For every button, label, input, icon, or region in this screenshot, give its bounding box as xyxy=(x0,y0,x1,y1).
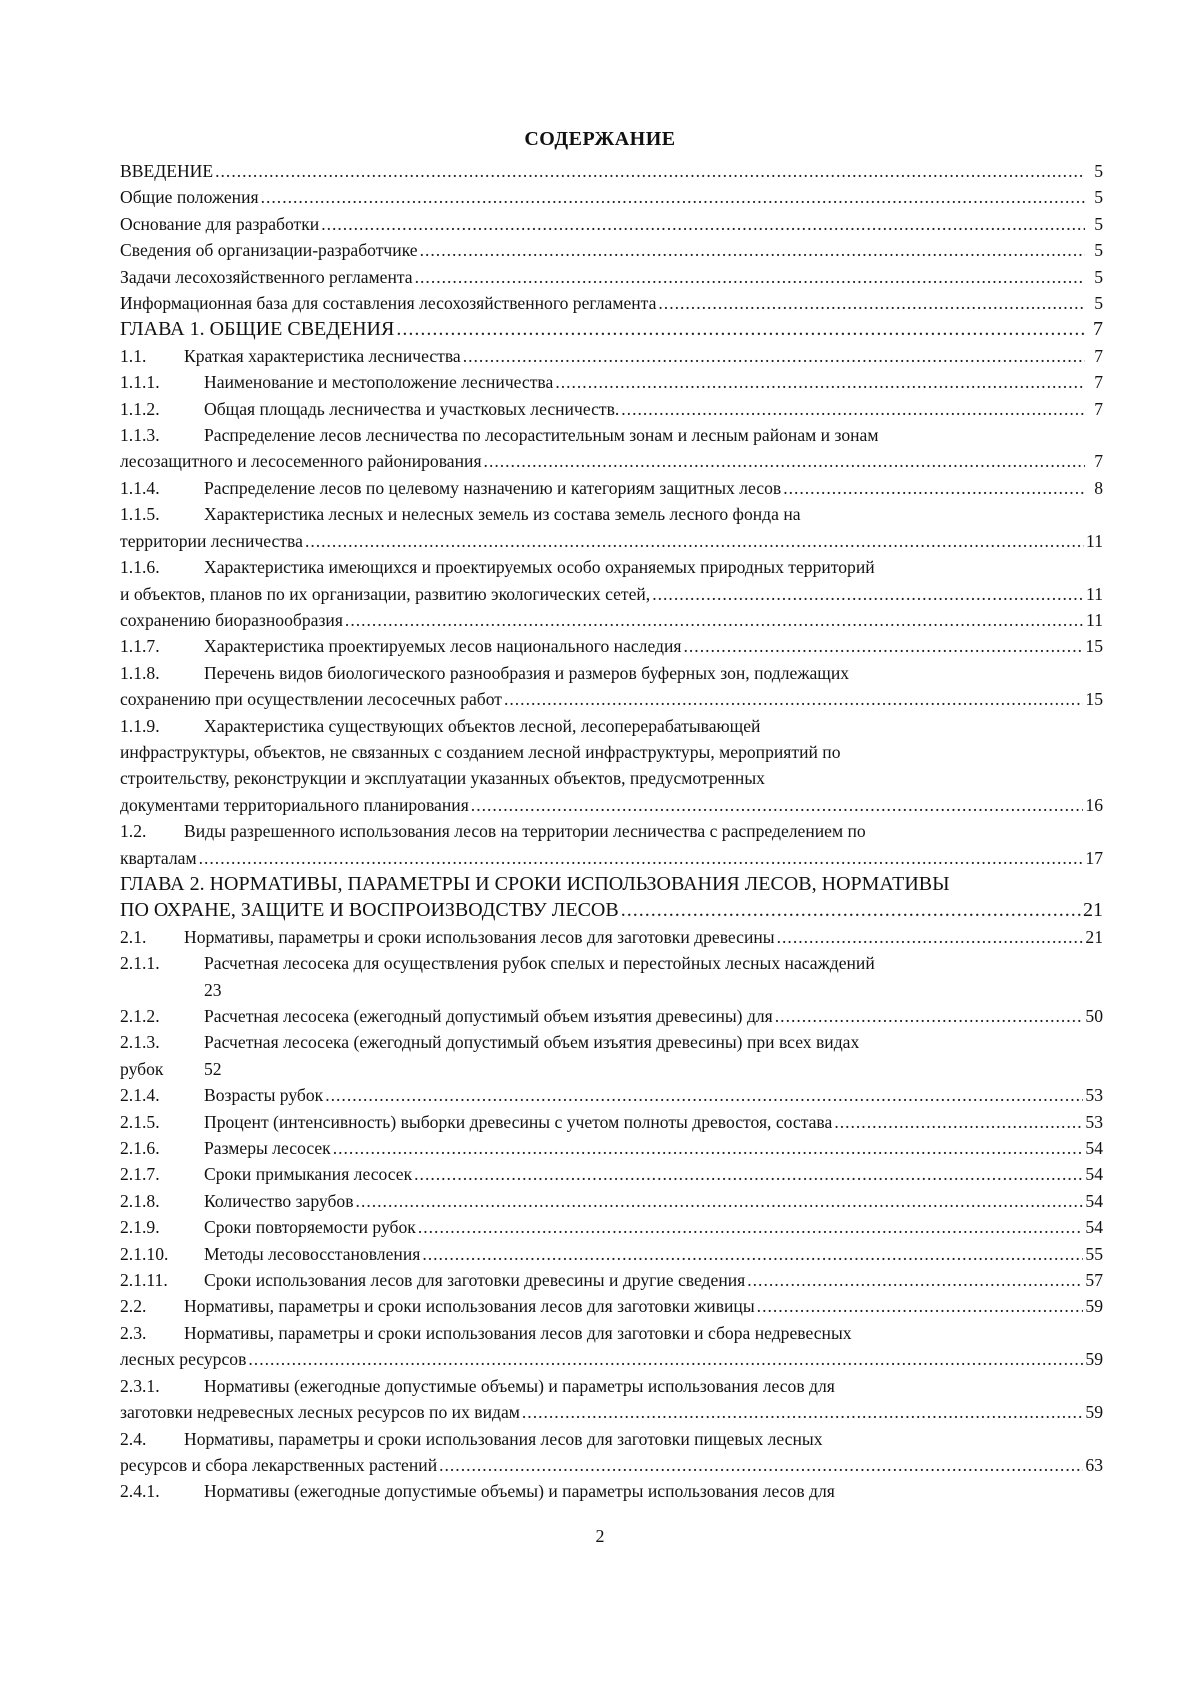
toc-entry-title: Виды разрешенного использования лесов на территории лесничества с распределением по xyxy=(184,821,866,842)
toc-entry-page: 5 xyxy=(1094,187,1103,208)
toc-entry[interactable] xyxy=(120,1241,1103,1267)
toc-entry-title: Краткая характеристика лесничества xyxy=(184,345,461,366)
toc-entry-title: Информационная база для составления лесохозяйственного регламента xyxy=(120,293,657,314)
toc-entry-number: 2.1.3. xyxy=(120,1032,160,1053)
toc-entry-number: 2.1.11. xyxy=(120,1270,168,1291)
toc-entry-page: 53 xyxy=(1085,1111,1103,1132)
toc-entry-title: Нормативы, параметры и сроки использования лесов для заготовки древесины xyxy=(184,926,775,947)
toc-entry-title: Распределение лесов лесничества по лесорастительным зонам и лесным районам и зонам xyxy=(204,425,879,446)
toc-entry-page: 50 xyxy=(1085,1006,1103,1026)
toc-entry[interactable] xyxy=(120,818,1103,871)
dot-leader xyxy=(775,1003,1084,1029)
toc-entry[interactable] xyxy=(120,607,1103,633)
toc-entry[interactable] xyxy=(120,1135,1103,1161)
dot-leader xyxy=(261,184,1085,210)
toc-entry-page: 53 xyxy=(1085,1085,1103,1106)
toc-entry[interactable] xyxy=(120,475,1103,501)
toc-entry-title-continued: ресурсов и сбора лекарственных растений xyxy=(120,1454,438,1475)
toc-entry-page: 63 xyxy=(1085,1454,1103,1475)
toc-entry-page: 55 xyxy=(1085,1243,1103,1264)
toc-entry-title: Сроки повторяемости рубок xyxy=(204,1217,416,1238)
dot-leader xyxy=(757,1293,1084,1319)
toc-entry-number: 2.1. xyxy=(120,926,147,947)
toc-entry-title-continued: лесных ресурсов xyxy=(120,1349,247,1370)
toc-entry-number: 2.1.4. xyxy=(120,1085,160,1106)
toc-entry-page: 5 xyxy=(1094,266,1103,287)
toc-entry-number: 1.1.5. xyxy=(120,504,160,525)
toc-entry-number: 1.1.8. xyxy=(120,662,160,683)
page-number: 2 xyxy=(595,1526,605,1546)
toc-entry-page: 11 xyxy=(1086,530,1103,551)
toc-entry[interactable] xyxy=(120,316,1103,342)
toc-entry-title-continued: строительству, реконструкции и эксплуатации указанных объектов, предусмотренных xyxy=(120,768,765,789)
toc-entry-number: 2.1.2. xyxy=(120,1006,160,1026)
toc-entry[interactable] xyxy=(120,343,1103,369)
toc-entry-number: 2.4. xyxy=(120,1428,147,1449)
toc-entry-title: Количество зарубов xyxy=(204,1190,354,1211)
toc-entry-title: Сроки примыкания лесосек xyxy=(204,1164,413,1185)
toc-entry-title: Перечень видов биологического разнообразия и размеров буферных зон, подлежащих xyxy=(204,662,850,683)
toc-entry-number: 2.1.5. xyxy=(120,1111,160,1132)
dot-leader xyxy=(418,1214,1084,1240)
toc-entry-page: 7 xyxy=(1094,372,1103,393)
toc-entry-title-continued: заготовки недревесных лесных ресурсов по их видам xyxy=(120,1402,520,1423)
toc-entry-number: 1.1.9. xyxy=(120,715,160,736)
toc-entry-title: Общие положения xyxy=(120,187,259,208)
dot-leader xyxy=(439,1452,1083,1478)
dot-leader xyxy=(333,1135,1084,1161)
dot-leader xyxy=(834,1109,1083,1135)
toc-entry-page: 54 xyxy=(1085,1190,1103,1211)
table-of-contents xyxy=(120,158,1103,1505)
dot-leader xyxy=(305,528,1084,554)
toc-entry-title-continued: кварталам xyxy=(120,847,197,868)
toc-entry-title: Наименование и местоположение лесничества xyxy=(204,372,554,393)
toc-entry-title: Нормативы, параметры и сроки использования лесов для заготовки живицы xyxy=(184,1296,755,1317)
toc-entry-number: 2.3.1. xyxy=(120,1375,160,1396)
toc-entry-title: Характеристика проектируемых лесов национального наследия xyxy=(204,636,682,657)
toc-entry-page: 59 xyxy=(1085,1402,1103,1423)
toc-entry[interactable] xyxy=(120,422,1103,475)
dot-leader xyxy=(356,1188,1084,1214)
toc-entry-page: 11 xyxy=(1086,609,1103,630)
toc-entry-page: 5 xyxy=(1094,161,1103,181)
toc-entry-number: 1.1.3. xyxy=(120,425,160,446)
dot-leader xyxy=(325,1082,1083,1108)
toc-entry-page: 16 xyxy=(1085,794,1103,815)
toc-entry[interactable] xyxy=(120,184,1103,210)
dot-leader xyxy=(420,237,1085,263)
toc-entry-page: 21 xyxy=(1083,899,1103,922)
toc-entry-page: 7 xyxy=(1094,398,1103,419)
toc-entry[interactable] xyxy=(120,554,1103,607)
toc-entry[interactable] xyxy=(120,1426,1103,1479)
toc-entry-page: 59 xyxy=(1085,1349,1103,1370)
dot-leader xyxy=(396,316,1085,342)
toc-entry-page: 57 xyxy=(1085,1270,1103,1291)
toc-entry-page: 54 xyxy=(1085,1138,1103,1159)
toc-entry[interactable] xyxy=(120,1320,1103,1373)
toc-entry[interactable] xyxy=(120,924,1103,950)
toc-entry-title: сохранению биоразнообразия xyxy=(120,609,343,630)
toc-entry-page: 5 xyxy=(1094,213,1103,234)
toc-entry[interactable] xyxy=(120,1373,1103,1426)
dot-leader xyxy=(621,897,1081,923)
toc-entry-page: 21 xyxy=(1085,926,1103,947)
toc-entry-page: 8 xyxy=(1094,477,1103,498)
toc-entry-title: Характеристика существующих объектов лесной, лесоперерабатывающей xyxy=(204,715,761,736)
toc-entry[interactable] xyxy=(120,501,1103,554)
toc-entry[interactable] xyxy=(120,290,1103,316)
dot-leader xyxy=(484,448,1085,474)
toc-entry[interactable] xyxy=(120,1214,1103,1240)
toc-entry[interactable] xyxy=(120,1478,1103,1504)
toc-entry-title: Характеристика имеющихся и проектируемых особо охраняемых природных территорий xyxy=(204,557,875,578)
toc-entry-number: 1.1.1. xyxy=(120,372,160,393)
toc-entry[interactable] xyxy=(120,871,1103,924)
dot-leader xyxy=(422,1241,1083,1267)
toc-entry-title-continued: инфраструктуры, объектов, не связанных с созданием лесной инфраструктуры, мероприятий по xyxy=(120,741,841,762)
toc-entry-page: 17 xyxy=(1085,847,1103,868)
dot-leader xyxy=(414,1161,1083,1187)
toc-entry-page: 15 xyxy=(1085,689,1103,710)
toc-entry-number: 2.3. xyxy=(120,1322,147,1343)
toc-entry-page: 5 xyxy=(1094,240,1103,261)
toc-entry-page: 15 xyxy=(1085,636,1103,657)
toc-entry-number: 2.1.9. xyxy=(120,1217,160,1238)
toc-entry[interactable] xyxy=(120,1267,1103,1293)
toc-entry-number: 1.1.4. xyxy=(120,477,160,498)
toc-entry-title: Размеры лесосек xyxy=(204,1138,331,1159)
toc-entry-title-continued: рубок xyxy=(120,1058,164,1079)
dot-leader xyxy=(215,158,1085,184)
toc-entry[interactable] xyxy=(120,1188,1103,1214)
dot-leader xyxy=(415,264,1085,290)
toc-entry-page: 5 xyxy=(1094,293,1103,314)
dot-leader xyxy=(248,1346,1083,1372)
toc-entry[interactable] xyxy=(120,1003,1103,1029)
dot-leader xyxy=(621,396,1085,422)
toc-entry-page: 7 xyxy=(1093,318,1103,341)
toc-entry[interactable] xyxy=(120,264,1103,290)
toc-entry-page: 59 xyxy=(1085,1296,1103,1317)
toc-entry-title-continued: документами территориального планирования xyxy=(120,794,469,815)
toc-entry-page: 7 xyxy=(1094,345,1103,366)
toc-entry[interactable] xyxy=(120,713,1103,819)
toc-entry[interactable] xyxy=(120,211,1103,237)
toc-entry-title: Методы лесовосстановления xyxy=(204,1243,421,1264)
toc-entry-title: Нормативы (ежегодные допустимые объемы) и параметры использования лесов для xyxy=(204,1481,835,1502)
toc-entry-title: ГЛАВА 1. ОБЩИЕ СВЕДЕНИЯ xyxy=(120,318,395,341)
page-title: СОДЕРЖАНИЕ xyxy=(524,128,676,150)
toc-entry[interactable] xyxy=(120,1029,1103,1082)
toc-entry-title-continued: территории лесничества xyxy=(120,530,303,551)
toc-entry[interactable] xyxy=(120,660,1103,713)
toc-entry-title: ВВЕДЕНИЕ xyxy=(120,161,214,181)
toc-entry-title: Основание для разработки xyxy=(120,213,320,234)
toc-entry-page: 7 xyxy=(1094,451,1103,472)
dot-leader xyxy=(747,1267,1083,1293)
toc-entry-title: Задачи лесохозяйственного регламента xyxy=(120,266,413,287)
toc-entry-number: 1.1.2. xyxy=(120,398,160,419)
toc-entry-number: 2.1.6. xyxy=(120,1138,160,1159)
toc-entry-page: 52 xyxy=(204,1058,222,1079)
dot-leader xyxy=(504,686,1083,712)
dot-leader xyxy=(321,211,1085,237)
toc-entry-title: Возрасты рубок xyxy=(204,1085,324,1106)
toc-entry-title-continued: сохранению при осуществлении лесосечных работ xyxy=(120,689,502,710)
toc-entry-title: ГЛАВА 2. НОРМАТИВЫ, ПАРАМЕТРЫ И СРОКИ ИСПОЛЬЗОВАНИЯ ЛЕСОВ, НОРМАТИВЫ xyxy=(120,872,950,895)
toc-entry[interactable] xyxy=(120,158,1103,184)
toc-entry-title-continued: лесозащитного и лесосеменного районирования xyxy=(120,451,482,472)
toc-entry-title-continued: ПО ОХРАНЕ, ЗАЩИТЕ И ВОСПРОИЗВОДСТВУ ЛЕСОВ xyxy=(120,899,619,922)
toc-entry-title: Характеристика лесных и нелесных земель из состава земель лесного фонда на xyxy=(204,504,801,525)
dot-leader xyxy=(684,633,1084,659)
toc-entry-page: 54 xyxy=(1085,1217,1103,1238)
toc-entry[interactable] xyxy=(120,950,1103,1003)
toc-entry-title: Нормативы (ежегодные допустимые объемы) и параметры использования лесов для xyxy=(204,1375,835,1396)
toc-entry[interactable] xyxy=(120,396,1103,422)
toc-entry-title: Расчетная лесосека (ежегодный допустимый объем изъятия древесины) для xyxy=(204,1006,773,1026)
dot-leader xyxy=(199,845,1084,871)
toc-entry-number: 2.1.10. xyxy=(120,1243,169,1264)
toc-entry-title: Распределение лесов по целевому назначению и категориям защитных лесов xyxy=(204,477,782,498)
indent-spacer xyxy=(120,977,204,1003)
dot-leader xyxy=(652,581,1084,607)
dot-leader xyxy=(463,343,1085,369)
toc-entry-number: 2.1.1. xyxy=(120,953,160,974)
toc-entry-number: 1.1.7. xyxy=(120,636,160,657)
toc-entry[interactable] xyxy=(120,369,1103,395)
toc-entry[interactable] xyxy=(120,1161,1103,1187)
toc-entry-number: 1.1.6. xyxy=(120,557,160,578)
toc-entry-number: 2.2. xyxy=(120,1296,147,1317)
toc-entry-page: 11 xyxy=(1086,583,1103,604)
toc-entry-page: 54 xyxy=(1085,1164,1103,1185)
toc-entry-number: 2.4.1. xyxy=(120,1481,160,1502)
dot-leader xyxy=(471,792,1084,818)
toc-entry-title: Нормативы, параметры и сроки использования лесов для заготовки и сбора недревесных xyxy=(184,1322,852,1343)
toc-entry[interactable] xyxy=(120,633,1103,659)
dot-leader xyxy=(555,369,1085,395)
toc-entry[interactable] xyxy=(120,1293,1103,1319)
toc-entry-number: 2.1.7. xyxy=(120,1164,160,1185)
toc-entry-title-continued: и объектов, планов по их организации, развитию экологических сетей, xyxy=(120,583,651,604)
dot-leader xyxy=(783,475,1085,501)
toc-entry-title: Сведения об организации-разработчике xyxy=(120,240,418,261)
toc-entry-page: 23 xyxy=(204,979,222,1000)
toc-entry-title: Сроки использования лесов для заготовки древесины и другие сведения xyxy=(204,1270,746,1291)
toc-entry-number: 1.2. xyxy=(120,821,147,842)
toc-entry-title: Процент (интенсивность) выборки древесины с учетом полноты древостоя, состава xyxy=(204,1111,833,1132)
dot-leader xyxy=(522,1399,1084,1425)
toc-entry-title: Нормативы, параметры и сроки использования лесов для заготовки пищевых лесных xyxy=(184,1428,823,1449)
toc-entry-number: 1.1. xyxy=(120,345,147,366)
dot-leader xyxy=(777,924,1084,950)
toc-entry[interactable] xyxy=(120,237,1103,263)
toc-entry-title: Общая площадь лесничества и участковых лесничеств. xyxy=(204,398,620,419)
toc-entry-title: Расчетная лесосека для осуществления рубок спелых и перестойных лесных насаждений xyxy=(204,953,875,974)
toc-entry[interactable] xyxy=(120,1082,1103,1108)
dot-leader xyxy=(658,290,1085,316)
toc-entry[interactable] xyxy=(120,1109,1103,1135)
toc-entry-number: 2.1.8. xyxy=(120,1190,160,1211)
toc-entry-title: Расчетная лесосека (ежегодный допустимый объем изъятия древесины) при всех видах xyxy=(204,1032,860,1053)
dot-leader xyxy=(345,607,1084,633)
